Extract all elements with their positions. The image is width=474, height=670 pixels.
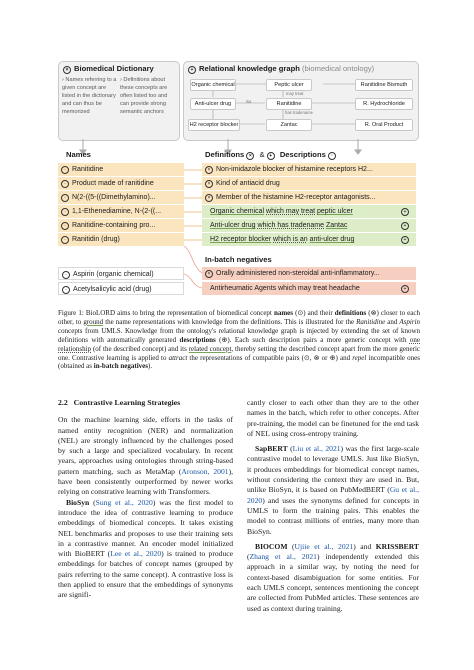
- otimes-icon: ×: [205, 270, 213, 278]
- odot-icon: ·: [61, 166, 69, 174]
- otimes-icon: ×: [205, 180, 213, 188]
- node-ranitidine: Ranitidine: [266, 98, 312, 110]
- paragraph: BIOCOM (Ujiie et al., 2021) and KRISSBERT (Zhang et al., 2021) independently extended this approach in a similar way, by noting the need for context-based disambiguation for some entities. For each UMLS concept, sentences mentioning the concept are collected from PubMed articles. These sentences are used as context during training.: [247, 541, 419, 613]
- definitions-header: Definitions × & + Descriptions ·: [205, 150, 339, 160]
- oplus-icon: +: [267, 152, 275, 160]
- paragraph: cantly closer to each other than they are to the other names in the batch, which refer to other concepts. After pre-training, the model can be finetuned for the end task of NEL using cross-entropy training.: [247, 398, 419, 438]
- citation-link[interactable]: Sung et al., 2020: [95, 497, 153, 507]
- negative-name: · Acetylsalicylic acid (drug): [58, 282, 184, 295]
- node-r-hydrochloride: R. Hydrochloride: [355, 98, 413, 110]
- node-peptic-ulcer: Peptic ulcer: [266, 79, 312, 91]
- dictionary-note-right: › Definitions about these concepts are often listed too and can provide strong semantic anchors: [120, 77, 168, 115]
- paragraph: SapBERT (Liu et al., 2021) was the first large-scale contrastive model to leverage UMLS. Just like BioSyn, it produces embeddings for biomedical concept names, without considering the context they are used in. But, unlike BioSyn, it is based on PubMedBERT (Gu et al., 2020) and uses the synonyms defined for concepts in UMLS to form the training pairs. This enables the model to contrast millions of entries, many more than BioSyn.: [247, 444, 419, 536]
- name-item: · Product made of ranitidine: [58, 177, 184, 190]
- odot-icon: ·: [62, 286, 70, 294]
- node-ranitidine-bismuth: Ranitidine Bismuth: [355, 79, 413, 91]
- node-anti-ulcer-drug: Anti-ulcer drug: [190, 98, 236, 110]
- citation-link[interactable]: Ujiie et al., 2021: [294, 541, 354, 551]
- dictionary-note-left: › Names referring to a given concept are listed in the dictionary and can thus be memorized: [62, 77, 117, 115]
- oplus-icon: +: [401, 285, 409, 293]
- otimes-icon: ×: [63, 66, 71, 74]
- oplus-icon: +: [401, 208, 409, 216]
- node-r-oral-product: R. Oral Product: [355, 119, 413, 131]
- definition-item: × Non-imidazole blocker of histamine receptors H2...: [202, 163, 416, 176]
- odot-icon: ·: [62, 271, 70, 279]
- odot-icon: ·: [61, 194, 69, 202]
- edge-has-tradename: has tradename: [285, 110, 313, 115]
- name-item: · Ranitidin (drug): [58, 233, 184, 246]
- citation-link[interactable]: Liu et al., 2021: [292, 444, 341, 454]
- citation-link[interactable]: Aronson, 2001: [181, 466, 229, 476]
- negative-name: · Aspirin (organic chemical): [58, 267, 184, 280]
- section-heading: 2.2 Contrastive Learning Strategies: [58, 398, 181, 407]
- description-item: Organic chemical which may treat peptic ulcer +: [202, 205, 416, 218]
- dictionary-title: × Biomedical Dictionary: [63, 64, 154, 74]
- oplus-icon: +: [401, 222, 409, 230]
- odot-icon: ·: [61, 222, 69, 230]
- otimes-icon: ×: [205, 194, 213, 202]
- paragraph: On the machine learning side, efforts in the tasks of named entity recognition (NER) and normalization (NEL) are strongly influenced by the challenges posed by such a large and specialized vocabulary. In recent years, approaches using ontologies through string-based pattern matching, such as MetaMap (Aronson, 2001), have been consistently outperformed by newer works relying on constrative learning with Transformers.: [58, 415, 234, 497]
- odot-icon: ·: [61, 180, 69, 188]
- node-organic-chemical: Organic chemical: [190, 79, 236, 91]
- negative-definition: × Orally administered non-steroidal anti-inflammatory...: [202, 267, 416, 280]
- negative-description: Antirheumatic Agents which may treat headache +: [202, 282, 416, 295]
- figure-caption: Figure 1: BioLORD aims to bring the representation of biomedical concept names (⊙) and their definitions (⊗) closer to each other, to ground the name representations with knowledge from the definitions. This is illustrated for the Ranitidine and Aspirin concepts from UMLS. Knowledge from the ontology's relational knowledge graph is injected by extending the set of known definitions with automatically generated descriptions (⊕). Each such description pairs a more generic concept with one relationship (of the described concept) and its related concept, thereby setting the described concept apart from the more generic one. Contrastive learning is applied to attract the representations of compatible pairs (⊙, ⊗ or ⊕) and repel incompatible ones (obtained as in-batch negatives).: [58, 309, 421, 371]
- oplus-icon: +: [188, 66, 196, 74]
- citation-link[interactable]: Gu et al., 2020: [247, 485, 419, 505]
- name-item: · 1,1-Ethenediamine, N-(2-((...: [58, 205, 184, 218]
- oplus-icon: +: [401, 236, 409, 244]
- edge-may-treat: may treat: [286, 91, 304, 96]
- pair-connectors: [184, 163, 202, 247]
- right-column: [247, 398, 419, 614]
- description-item: Anti-ulcer drug which has tradename Zantac +: [202, 219, 416, 232]
- repel-connectors: [184, 246, 202, 296]
- description-item: H2 receptor blocker which is an anti-ulcer drug +: [202, 233, 416, 246]
- citation-link[interactable]: Lee et al., 2020: [110, 549, 162, 559]
- graph-title: + Relational knowledge graph (biomedical ontology): [188, 64, 374, 74]
- odot-icon: ·: [61, 236, 69, 244]
- paragraph: BioSyn (Sung et al., 2020) was the first model to introduce the idea of contrastive learning to produce embeddings of biomedical concepts. It takes existing NEL benchmarks and proposes to use their training sets in a contrastive manner. An encoder model initialized with BioBERT (Lee et al., 2020) is trained to produce embeddings for batches of concept names (grouped by pairs referring to the same concept). A contrastive loss is then applied to ensure that the embeddings of synonyms are signifi-: [58, 497, 233, 600]
- names-header: Names: [66, 150, 91, 159]
- otimes-icon: ×: [246, 152, 254, 160]
- odot-icon: ·: [328, 152, 336, 160]
- name-item: · N(2-((5-((Dimethylamino)...: [58, 191, 184, 204]
- name-item: · Ranitidine-containing pro...: [58, 219, 184, 232]
- name-item: · Ranitidine: [58, 163, 184, 176]
- definition-item: × Kind of antiacid drug: [202, 177, 416, 190]
- node-zantac: Zantac: [266, 119, 312, 131]
- edge-isa: isa: [246, 99, 252, 104]
- otimes-icon: ×: [205, 166, 213, 174]
- definition-item: × Member of the histamine H2-receptor antagonists...: [202, 191, 416, 204]
- odot-icon: ·: [61, 208, 69, 216]
- left-column: [58, 398, 233, 601]
- node-h2-receptor-blocker: H2 receptor blocker: [188, 119, 240, 131]
- inbatch-header: In-batch negatives: [205, 255, 272, 264]
- citation-link[interactable]: Zhang et al., 2021: [249, 552, 317, 562]
